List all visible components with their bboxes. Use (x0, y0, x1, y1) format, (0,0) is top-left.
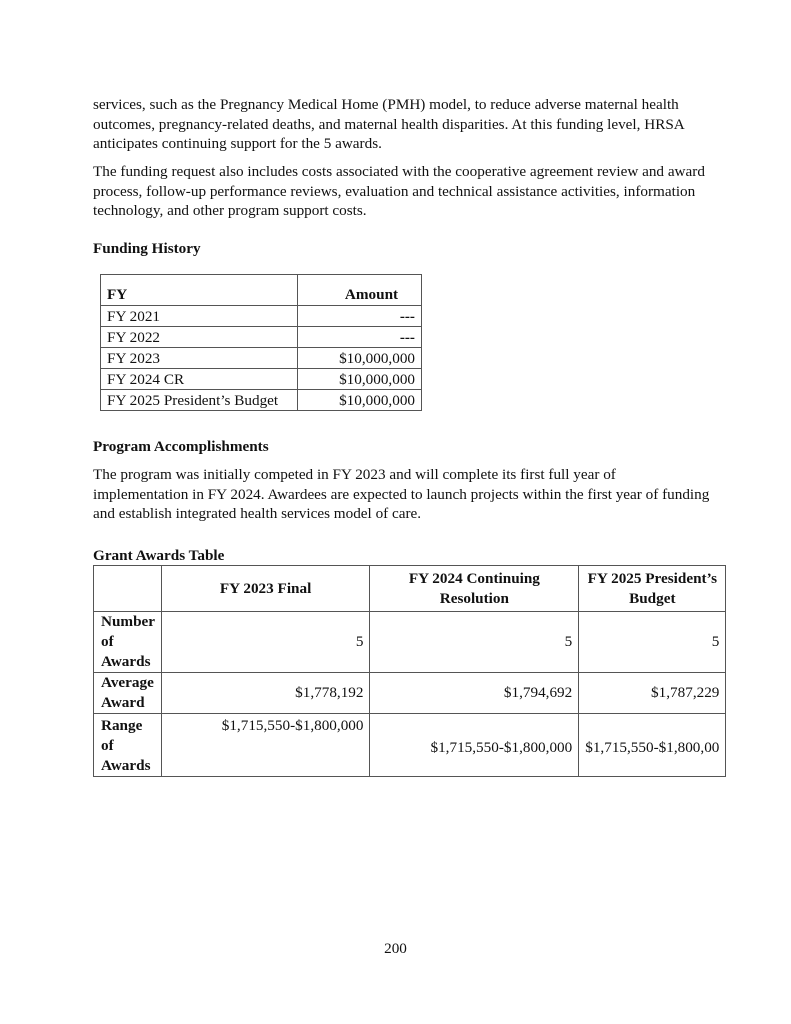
table-row (94, 673, 726, 714)
fy-cell: FY 2024 CR (101, 369, 298, 390)
intro-paragraph-2: The funding request also includes costs associated with the cooperative agreement review and award process, follow-up performance reviews, evaluation and technical assistance activities, information technology, and other program support costs. (93, 163, 705, 219)
table-row (101, 327, 422, 348)
value-cell: 5 (370, 612, 579, 673)
program-accomplishments-heading: Program Accomplishments (93, 438, 269, 455)
table-row (94, 612, 726, 673)
fy-cell: FY 2025 President’s Budget (101, 390, 298, 411)
value-cell: $1,715,550-$1,800,000 (161, 714, 370, 777)
column-header-fy2023: FY 2023 Final (161, 566, 370, 612)
fy-cell: FY 2021 (101, 306, 298, 327)
table-row (101, 306, 422, 327)
column-header-fy: FY (101, 275, 298, 306)
table-header-row (101, 275, 422, 306)
fy-cell: FY 2023 (101, 348, 298, 369)
value-cell: $1,787,229 (579, 673, 726, 714)
fy-cell: FY 2022 (101, 327, 298, 348)
table-row (101, 390, 422, 411)
row-label: Average Award (94, 673, 162, 714)
value-cell: $1,794,692 (370, 673, 579, 714)
amount-cell: --- (298, 306, 422, 327)
column-header-amount: Amount (298, 275, 422, 306)
amount-cell: $10,000,000 (298, 369, 422, 390)
grant-awards-heading: Grant Awards Table (93, 547, 225, 564)
value-cell: $1,715,550-$1,800,00 (579, 714, 726, 777)
column-header-fy2025: FY 2025 President’s Budget (579, 566, 726, 612)
program-accomplishments-paragraph: The program was initially competed in FY 2023 and will complete its first full year of implementation in FY 2024. Awardees are expected to launch projects within the first year of funding and establish integrated health services model of care. (93, 466, 710, 522)
page-number: 200 (384, 940, 407, 957)
column-header-blank (94, 566, 162, 612)
row-label: Number of Awards (94, 612, 162, 673)
amount-cell: $10,000,000 (298, 348, 422, 369)
funding-history-heading: Funding History (93, 240, 201, 257)
value-cell: 5 (579, 612, 726, 673)
value-cell: 5 (161, 612, 370, 673)
column-header-fy2024: FY 2024 Continuing Resolution (370, 566, 579, 612)
value-cell: $1,715,550-$1,800,000 (370, 714, 579, 777)
value-cell: $1,778,192 (161, 673, 370, 714)
amount-cell: $10,000,000 (298, 390, 422, 411)
table-header-row (94, 566, 726, 612)
intro-paragraph-1: services, such as the Pregnancy Medical Home (PMH) model, to reduce adverse maternal health outcomes, pregnancy-related deaths, and maternal health disparities. At this funding level, HRSA anticipates continuing support for the 5 awards. (93, 96, 684, 152)
table-row (101, 348, 422, 369)
grant-awards-table (93, 565, 726, 777)
funding-history-table (100, 274, 422, 411)
table-row (101, 369, 422, 390)
row-label: Range of Awards (94, 714, 162, 777)
amount-cell: --- (298, 327, 422, 348)
table-row (94, 714, 726, 777)
